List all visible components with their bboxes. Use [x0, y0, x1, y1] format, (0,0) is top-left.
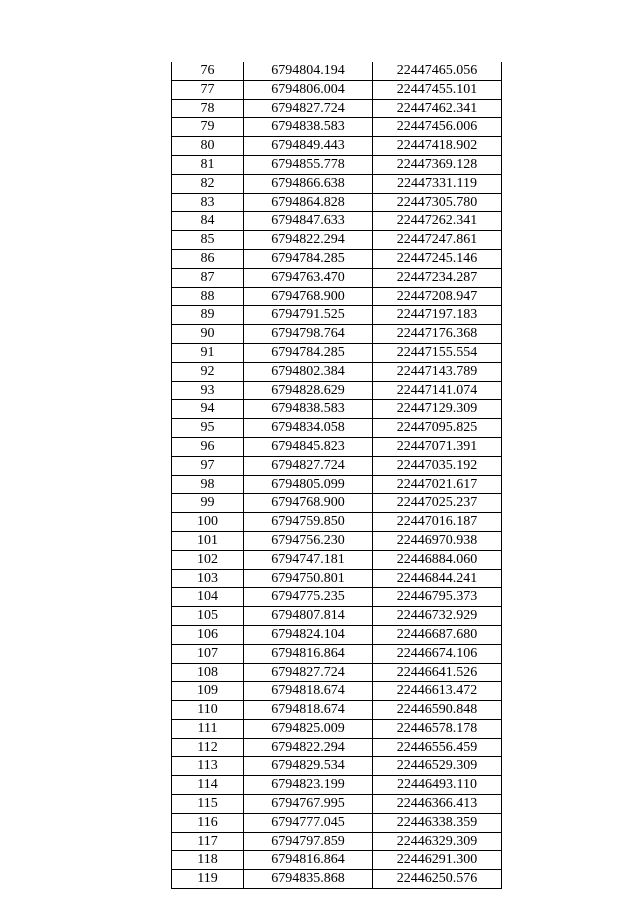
point-number-cell: 89 — [172, 306, 244, 325]
table-row — [172, 682, 502, 701]
table-row — [172, 870, 502, 889]
y-coordinate-cell: 22447141.074 — [373, 381, 502, 400]
x-coordinate-cell: 6794822.294 — [244, 738, 373, 757]
y-coordinate-cell: 22447035.192 — [373, 456, 502, 475]
y-coordinate-cell: 22447262.341 — [373, 212, 502, 231]
y-coordinate-cell: 22446687.680 — [373, 625, 502, 644]
x-coordinate-cell: 6794847.633 — [244, 212, 373, 231]
table-row — [172, 625, 502, 644]
x-coordinate-cell: 6794827.724 — [244, 99, 373, 118]
x-coordinate-cell: 6794866.638 — [244, 174, 373, 193]
y-coordinate-cell: 22447095.825 — [373, 419, 502, 438]
point-number-cell: 109 — [172, 682, 244, 701]
table-row — [172, 400, 502, 419]
x-coordinate-cell: 6794823.199 — [244, 776, 373, 795]
point-number-cell: 115 — [172, 795, 244, 814]
y-coordinate-cell: 22446366.413 — [373, 795, 502, 814]
point-number-cell: 119 — [172, 870, 244, 889]
y-coordinate-cell: 22447455.101 — [373, 80, 502, 99]
table-row — [172, 343, 502, 362]
table-row — [172, 325, 502, 344]
point-number-cell: 97 — [172, 456, 244, 475]
y-coordinate-cell: 22447021.617 — [373, 475, 502, 494]
table-row — [172, 155, 502, 174]
table-row — [172, 513, 502, 532]
point-number-cell: 116 — [172, 813, 244, 832]
x-coordinate-cell: 6794828.629 — [244, 381, 373, 400]
x-coordinate-cell: 6794816.864 — [244, 851, 373, 870]
table-row — [172, 795, 502, 814]
table-row — [172, 663, 502, 682]
y-coordinate-cell: 22446338.359 — [373, 813, 502, 832]
coordinates-table — [171, 62, 502, 889]
table-row — [172, 419, 502, 438]
x-coordinate-cell: 6794777.045 — [244, 813, 373, 832]
point-number-cell: 103 — [172, 569, 244, 588]
x-coordinate-cell: 6794845.823 — [244, 437, 373, 456]
point-number-cell: 92 — [172, 362, 244, 381]
y-coordinate-cell: 22447305.780 — [373, 193, 502, 212]
table-row — [172, 531, 502, 550]
x-coordinate-cell: 6794864.828 — [244, 193, 373, 212]
x-coordinate-cell: 6794798.764 — [244, 325, 373, 344]
x-coordinate-cell: 6794829.534 — [244, 757, 373, 776]
y-coordinate-cell: 22446641.526 — [373, 663, 502, 682]
table-row — [172, 62, 502, 80]
table-row — [172, 851, 502, 870]
point-number-cell: 96 — [172, 437, 244, 456]
x-coordinate-cell: 6794775.235 — [244, 588, 373, 607]
x-coordinate-cell: 6794797.859 — [244, 832, 373, 851]
y-coordinate-cell: 22446732.929 — [373, 607, 502, 626]
table-row — [172, 719, 502, 738]
y-coordinate-cell: 22446529.309 — [373, 757, 502, 776]
point-number-cell: 94 — [172, 400, 244, 419]
point-number-cell: 80 — [172, 137, 244, 156]
point-number-cell: 95 — [172, 419, 244, 438]
point-number-cell: 111 — [172, 719, 244, 738]
table-row — [172, 738, 502, 757]
x-coordinate-cell: 6794818.674 — [244, 701, 373, 720]
point-number-cell: 107 — [172, 644, 244, 663]
x-coordinate-cell: 6794824.104 — [244, 625, 373, 644]
y-coordinate-cell: 22446613.472 — [373, 682, 502, 701]
point-number-cell: 100 — [172, 513, 244, 532]
x-coordinate-cell: 6794756.230 — [244, 531, 373, 550]
y-coordinate-cell: 22447129.309 — [373, 400, 502, 419]
table-row — [172, 456, 502, 475]
table-row — [172, 118, 502, 137]
x-coordinate-cell: 6794763.470 — [244, 268, 373, 287]
table-row — [172, 99, 502, 118]
y-coordinate-cell: 22447176.368 — [373, 325, 502, 344]
y-coordinate-cell: 22446556.459 — [373, 738, 502, 757]
table-row — [172, 607, 502, 626]
x-coordinate-cell: 6794834.058 — [244, 419, 373, 438]
point-number-cell: 86 — [172, 249, 244, 268]
y-coordinate-cell: 22446590.848 — [373, 701, 502, 720]
point-number-cell: 81 — [172, 155, 244, 174]
y-coordinate-cell: 22446578.178 — [373, 719, 502, 738]
y-coordinate-cell: 22447462.341 — [373, 99, 502, 118]
x-coordinate-cell: 6794802.384 — [244, 362, 373, 381]
point-number-cell: 102 — [172, 550, 244, 569]
table-row — [172, 174, 502, 193]
table-row — [172, 193, 502, 212]
x-coordinate-cell: 6794768.900 — [244, 494, 373, 513]
x-coordinate-cell: 6794768.900 — [244, 287, 373, 306]
y-coordinate-cell: 22447456.006 — [373, 118, 502, 137]
x-coordinate-cell: 6794805.099 — [244, 475, 373, 494]
x-coordinate-cell: 6794835.868 — [244, 870, 373, 889]
table-row — [172, 832, 502, 851]
y-coordinate-cell: 22447245.146 — [373, 249, 502, 268]
table-row — [172, 776, 502, 795]
point-number-cell: 93 — [172, 381, 244, 400]
y-coordinate-cell: 22446329.309 — [373, 832, 502, 851]
x-coordinate-cell: 6794838.583 — [244, 118, 373, 137]
point-number-cell: 88 — [172, 287, 244, 306]
x-coordinate-cell: 6794818.674 — [244, 682, 373, 701]
point-number-cell: 83 — [172, 193, 244, 212]
table-row — [172, 569, 502, 588]
y-coordinate-cell: 22446884.060 — [373, 550, 502, 569]
y-coordinate-cell: 22447208.947 — [373, 287, 502, 306]
table-row — [172, 701, 502, 720]
y-coordinate-cell: 22447234.287 — [373, 268, 502, 287]
table-row — [172, 437, 502, 456]
x-coordinate-cell: 6794827.724 — [244, 456, 373, 475]
point-number-cell: 110 — [172, 701, 244, 720]
point-number-cell: 76 — [172, 62, 244, 80]
table-row — [172, 757, 502, 776]
y-coordinate-cell: 22447331.119 — [373, 174, 502, 193]
table-row — [172, 644, 502, 663]
y-coordinate-cell: 22446291.300 — [373, 851, 502, 870]
point-number-cell: 108 — [172, 663, 244, 682]
table-row — [172, 306, 502, 325]
point-number-cell: 85 — [172, 231, 244, 250]
table-row — [172, 137, 502, 156]
point-number-cell: 106 — [172, 625, 244, 644]
x-coordinate-cell: 6794807.814 — [244, 607, 373, 626]
x-coordinate-cell: 6794806.004 — [244, 80, 373, 99]
point-number-cell: 117 — [172, 832, 244, 851]
x-coordinate-cell: 6794767.995 — [244, 795, 373, 814]
point-number-cell: 114 — [172, 776, 244, 795]
y-coordinate-cell: 22447025.237 — [373, 494, 502, 513]
x-coordinate-cell: 6794822.294 — [244, 231, 373, 250]
table-row — [172, 287, 502, 306]
x-coordinate-cell: 6794838.583 — [244, 400, 373, 419]
y-coordinate-cell: 22447071.391 — [373, 437, 502, 456]
point-number-cell: 79 — [172, 118, 244, 137]
y-coordinate-cell: 22446795.373 — [373, 588, 502, 607]
x-coordinate-cell: 6794816.864 — [244, 644, 373, 663]
y-coordinate-cell: 22446970.938 — [373, 531, 502, 550]
table-row — [172, 550, 502, 569]
table-row — [172, 212, 502, 231]
y-coordinate-cell: 22447247.861 — [373, 231, 502, 250]
table-row — [172, 813, 502, 832]
table-row — [172, 249, 502, 268]
table-row — [172, 475, 502, 494]
coordinates-table-body — [172, 62, 502, 889]
table-row — [172, 80, 502, 99]
y-coordinate-cell: 22447418.902 — [373, 137, 502, 156]
y-coordinate-cell: 22447465.056 — [373, 62, 502, 80]
x-coordinate-cell: 6794849.443 — [244, 137, 373, 156]
x-coordinate-cell: 6794855.778 — [244, 155, 373, 174]
x-coordinate-cell: 6794747.181 — [244, 550, 373, 569]
y-coordinate-cell: 22446493.110 — [373, 776, 502, 795]
point-number-cell: 77 — [172, 80, 244, 99]
x-coordinate-cell: 6794784.285 — [244, 343, 373, 362]
point-number-cell: 87 — [172, 268, 244, 287]
x-coordinate-cell: 6794759.850 — [244, 513, 373, 532]
point-number-cell: 82 — [172, 174, 244, 193]
point-number-cell: 118 — [172, 851, 244, 870]
point-number-cell: 98 — [172, 475, 244, 494]
table-row — [172, 588, 502, 607]
y-coordinate-cell: 22447369.128 — [373, 155, 502, 174]
point-number-cell: 101 — [172, 531, 244, 550]
table-row — [172, 494, 502, 513]
y-coordinate-cell: 22447143.789 — [373, 362, 502, 381]
point-number-cell: 99 — [172, 494, 244, 513]
table-row — [172, 231, 502, 250]
y-coordinate-cell: 22446250.576 — [373, 870, 502, 889]
x-coordinate-cell: 6794825.009 — [244, 719, 373, 738]
x-coordinate-cell: 6794750.801 — [244, 569, 373, 588]
x-coordinate-cell: 6794804.194 — [244, 62, 373, 80]
point-number-cell: 104 — [172, 588, 244, 607]
point-number-cell: 78 — [172, 99, 244, 118]
y-coordinate-cell: 22446844.241 — [373, 569, 502, 588]
y-coordinate-cell: 22447016.187 — [373, 513, 502, 532]
point-number-cell: 84 — [172, 212, 244, 231]
table-row — [172, 362, 502, 381]
point-number-cell: 113 — [172, 757, 244, 776]
point-number-cell: 91 — [172, 343, 244, 362]
y-coordinate-cell: 22447155.554 — [373, 343, 502, 362]
y-coordinate-cell: 22447197.183 — [373, 306, 502, 325]
y-coordinate-cell: 22446674.106 — [373, 644, 502, 663]
point-number-cell: 90 — [172, 325, 244, 344]
point-number-cell: 105 — [172, 607, 244, 626]
point-number-cell: 112 — [172, 738, 244, 757]
x-coordinate-cell: 6794791.525 — [244, 306, 373, 325]
table-row — [172, 268, 502, 287]
x-coordinate-cell: 6794827.724 — [244, 663, 373, 682]
table-row — [172, 381, 502, 400]
x-coordinate-cell: 6794784.285 — [244, 249, 373, 268]
